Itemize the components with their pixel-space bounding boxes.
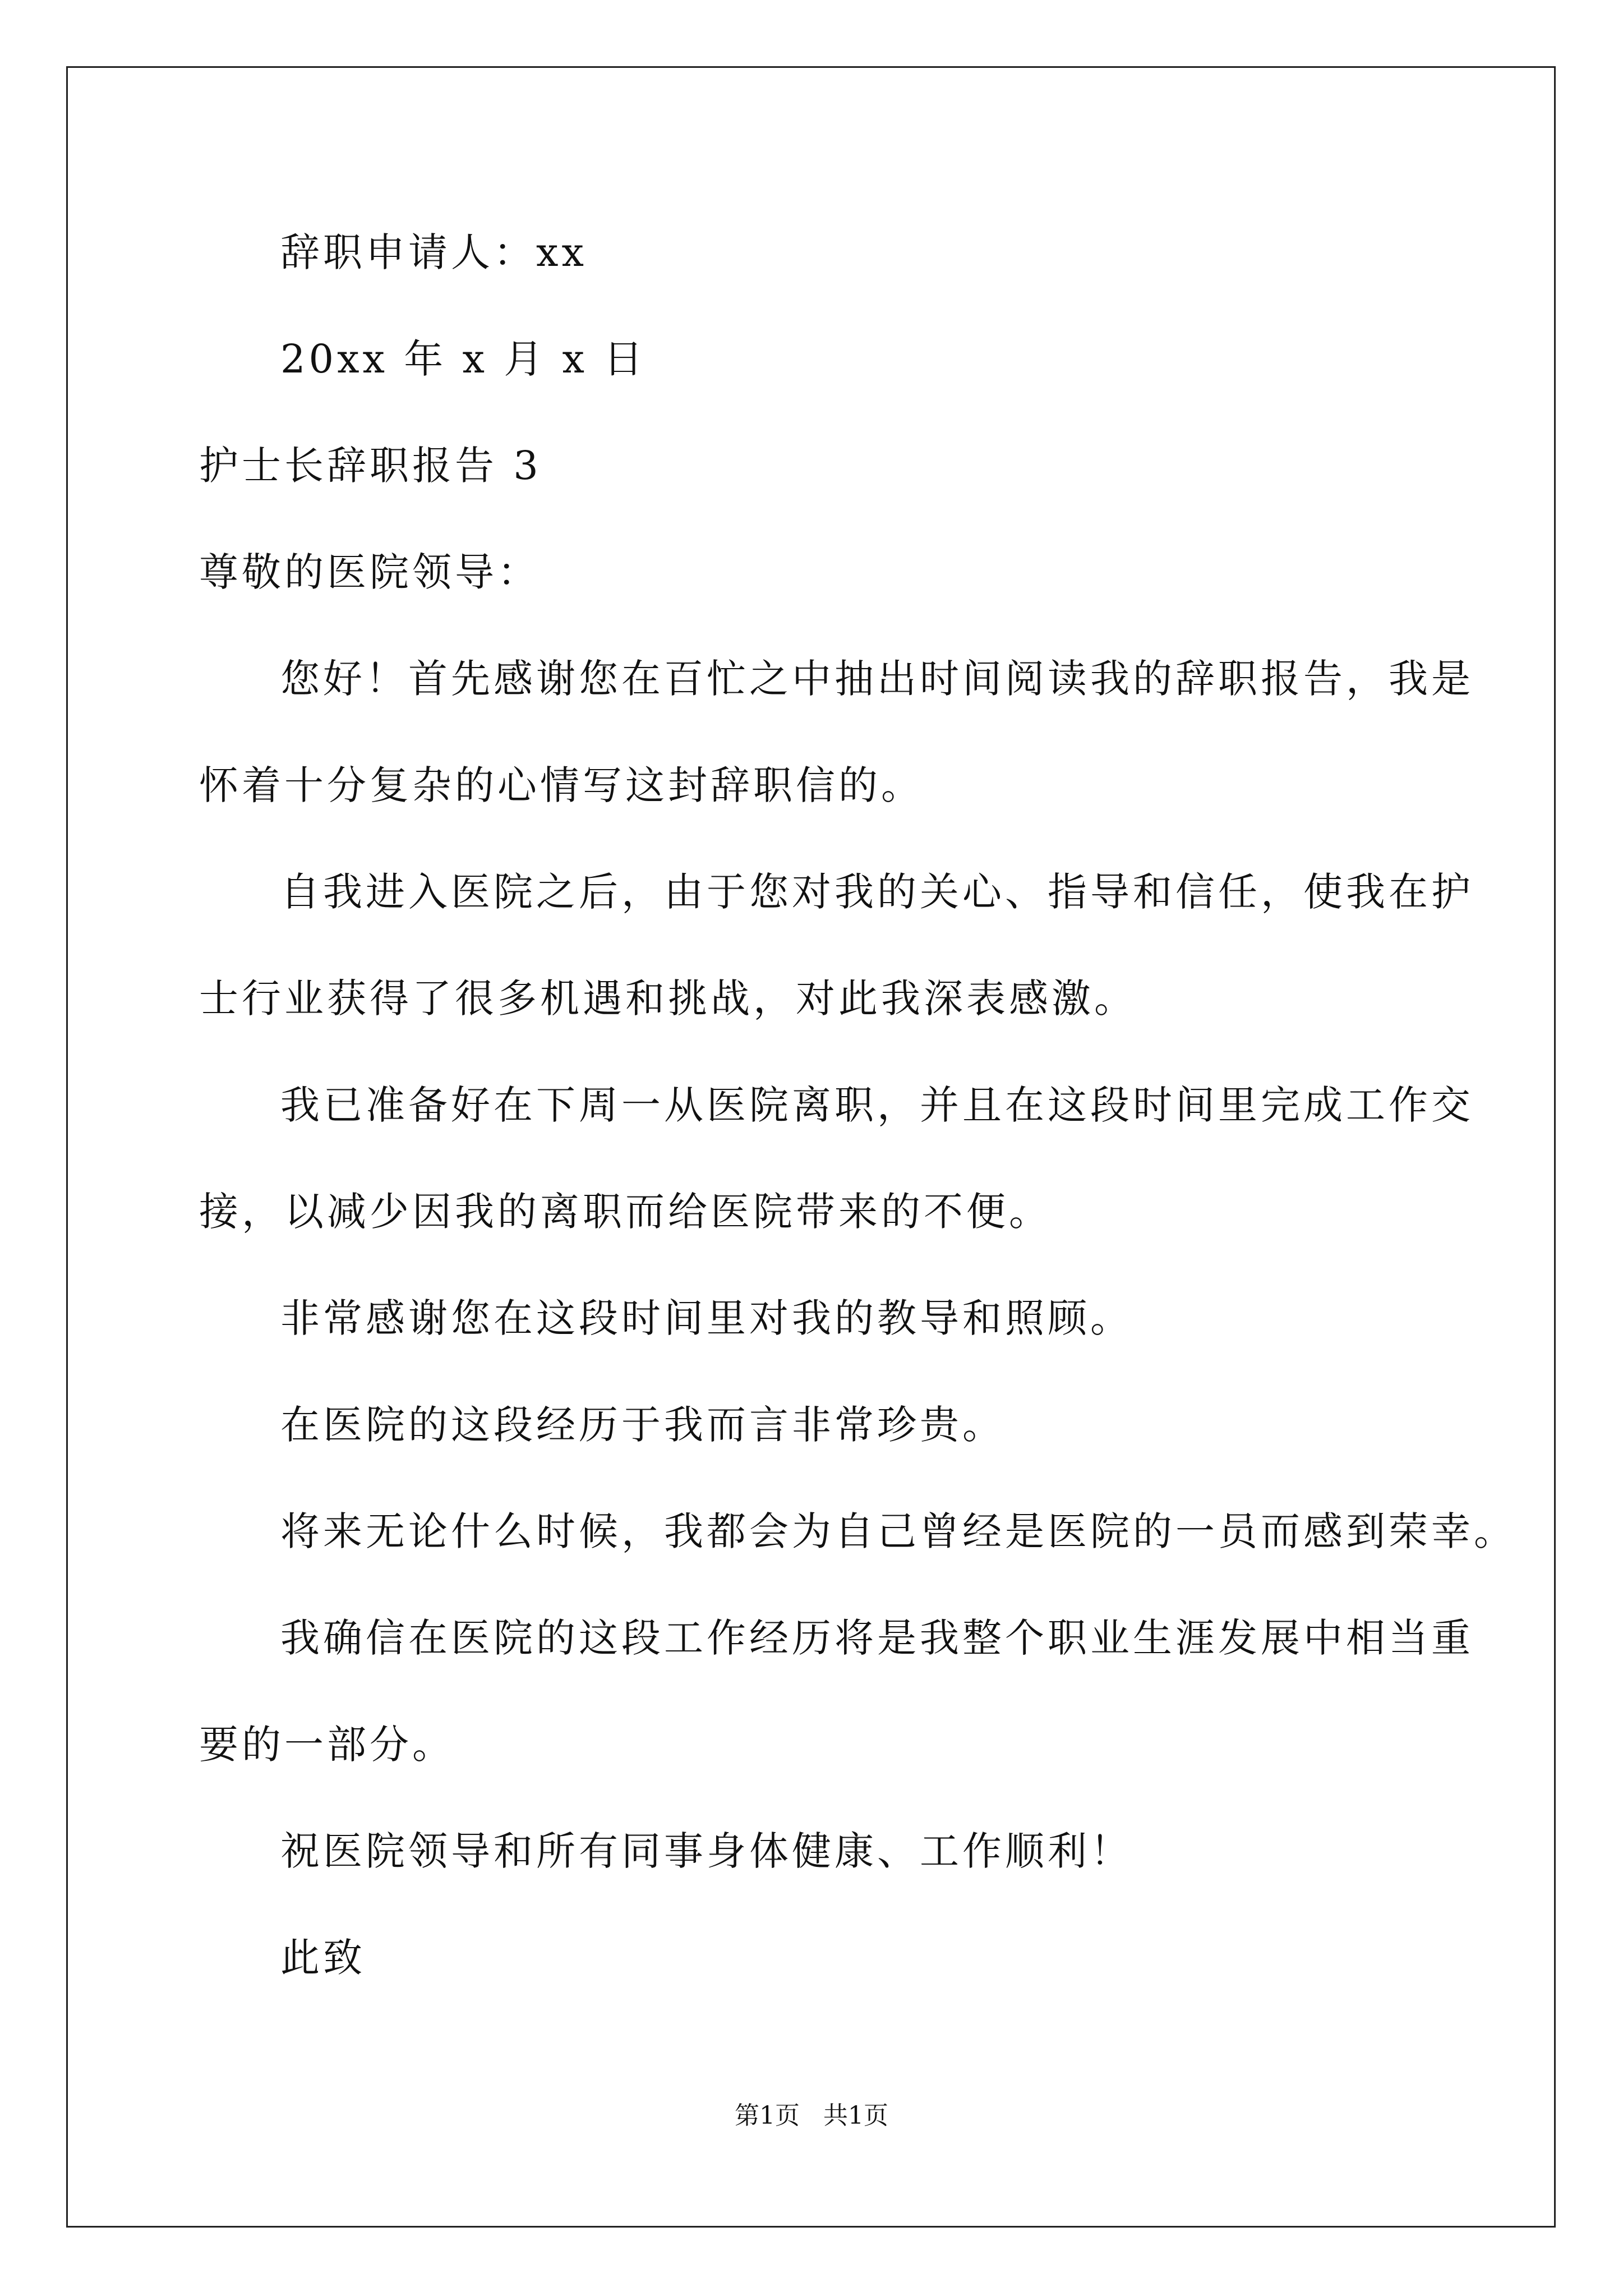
document-title: 护士长辞职报告 3 xyxy=(199,443,542,489)
salutation: 尊敬的医院领导： xyxy=(199,549,540,595)
paragraph-line: 将来无论什么时候，我都会为自己曾经是医院的一员而感到荣幸。 xyxy=(280,1508,1516,1554)
paragraph-line: 接，以减少因我的离职而给医院带来的不便。 xyxy=(199,1189,1052,1235)
paragraph-line: 我确信在医院的这段工作经历将是我整个职业生涯发展中相当重 xyxy=(280,1615,1474,1661)
paragraph-line: 您好！首先感谢您在百忙之中抽出时间阅读我的辞职报告，我是 xyxy=(280,656,1474,702)
page-footer: 第1页 共1页 xyxy=(735,2101,888,2130)
applicant-line: 辞职申请人：xx xyxy=(280,229,587,275)
paragraph-line: 要的一部分。 xyxy=(199,1722,455,1768)
date-line: 20xx 年 x 月 x 日 xyxy=(280,336,647,382)
page-border xyxy=(66,66,1556,2228)
paragraph-line: 怀着十分复杂的心情写这封辞职信的。 xyxy=(199,762,924,808)
paragraph-line: 在医院的这段经历于我而言非常珍贵。 xyxy=(280,1402,1005,1448)
paragraph-line: 非常感谢您在这段时间里对我的教导和照顾。 xyxy=(280,1295,1133,1341)
paragraph-line: 祝医院领导和所有同事身体健康、工作顺利！ xyxy=(280,1828,1133,1874)
paragraph-line: 自我进入医院之后，由于您对我的关心、指导和信任，使我在护 xyxy=(280,869,1474,915)
paragraph-line: 我已准备好在下周一从医院离职，并且在这段时间里完成工作交 xyxy=(280,1082,1474,1128)
paragraph-line: 士行业获得了很多机遇和挑战，对此我深表感激。 xyxy=(199,976,1137,1022)
closing-line: 此致 xyxy=(280,1935,366,1981)
